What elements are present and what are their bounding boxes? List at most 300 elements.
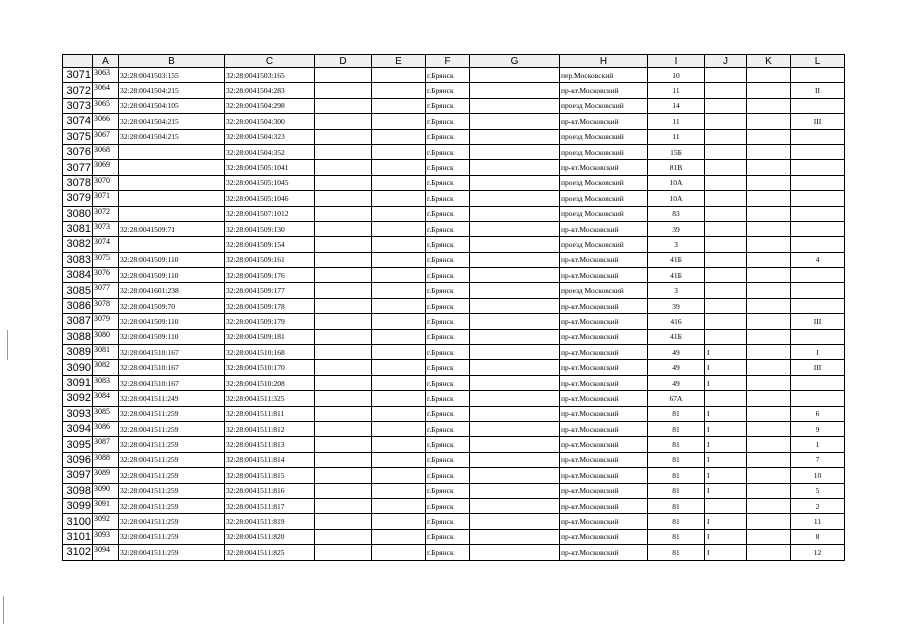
cell-g[interactable] [470, 498, 560, 513]
cell-a[interactable]: 3081 [93, 345, 119, 360]
cell-j[interactable]: I [705, 529, 747, 544]
cell-d[interactable] [315, 114, 372, 129]
cell-l[interactable]: 4 [791, 252, 845, 267]
cell-k[interactable] [747, 483, 791, 498]
cell-g[interactable] [470, 221, 560, 236]
cell-h[interactable]: пр-кт.Московский [560, 345, 648, 360]
cell-a[interactable]: 3075 [93, 252, 119, 267]
cell-l[interactable] [791, 391, 845, 406]
cell-l[interactable]: 6 [791, 406, 845, 421]
cell-k[interactable] [747, 437, 791, 452]
cell-f[interactable]: г.Брянск [426, 83, 470, 98]
cell-e[interactable] [372, 283, 426, 298]
row-number[interactable]: 3075 [63, 129, 93, 144]
cell-f[interactable]: г.Брянск [426, 452, 470, 467]
cell-k[interactable] [747, 175, 791, 190]
cell-e[interactable] [372, 545, 426, 560]
cell-d[interactable] [315, 68, 372, 83]
cell-a[interactable]: 3091 [93, 498, 119, 513]
cell-i[interactable]: 81 [648, 437, 705, 452]
cell-d[interactable] [315, 237, 372, 252]
cell-b[interactable] [119, 175, 225, 190]
cell-c[interactable]: 32:28:0041509:177 [225, 283, 315, 298]
cell-h[interactable]: пр-кт.Московский [560, 514, 648, 529]
cell-c[interactable]: 32:28:0041509:179 [225, 314, 315, 329]
cell-k[interactable] [747, 375, 791, 390]
cell-h[interactable]: пр-кт.Московский [560, 298, 648, 313]
cell-c[interactable]: 32:28:0041511:813 [225, 437, 315, 452]
cell-j[interactable] [705, 391, 747, 406]
column-header-i[interactable]: I [648, 55, 705, 68]
cell-a[interactable]: 3079 [93, 314, 119, 329]
cell-g[interactable] [470, 160, 560, 175]
cell-c[interactable]: 32:28:0041511:811 [225, 406, 315, 421]
cell-b[interactable] [119, 160, 225, 175]
cell-b[interactable]: 32:28:0041511:259 [119, 483, 225, 498]
cell-g[interactable] [470, 468, 560, 483]
cell-f[interactable]: г.Брянск [426, 514, 470, 529]
cell-a[interactable]: 3084 [93, 391, 119, 406]
row-number[interactable]: 3098 [63, 483, 93, 498]
cell-b[interactable]: 32:28:0041601:238 [119, 283, 225, 298]
cell-g[interactable] [470, 175, 560, 190]
cell-k[interactable] [747, 221, 791, 236]
cell-i[interactable]: 11 [648, 83, 705, 98]
cell-d[interactable] [315, 468, 372, 483]
cell-l[interactable]: 2 [791, 498, 845, 513]
cell-d[interactable] [315, 206, 372, 221]
cell-g[interactable] [470, 83, 560, 98]
cell-d[interactable] [315, 421, 372, 436]
cell-a[interactable]: 3094 [93, 545, 119, 560]
cell-a[interactable]: 3070 [93, 175, 119, 190]
cell-h[interactable]: пр-кт.Московский [560, 391, 648, 406]
cell-b[interactable]: 32:28:0041511:259 [119, 514, 225, 529]
cell-e[interactable] [372, 452, 426, 467]
cell-f[interactable]: г.Брянск [426, 314, 470, 329]
cell-d[interactable] [315, 314, 372, 329]
cell-d[interactable] [315, 298, 372, 313]
cell-b[interactable] [119, 191, 225, 206]
cell-b[interactable]: 32:28:0041510:167 [119, 360, 225, 375]
cell-d[interactable] [315, 545, 372, 560]
cell-k[interactable] [747, 498, 791, 513]
cell-g[interactable] [470, 391, 560, 406]
cell-j[interactable] [705, 283, 747, 298]
cell-g[interactable] [470, 191, 560, 206]
cell-l[interactable] [791, 68, 845, 83]
cell-j[interactable] [705, 160, 747, 175]
cell-c[interactable]: 32:28:0041511:325 [225, 391, 315, 406]
cell-d[interactable] [315, 98, 372, 113]
cell-j[interactable] [705, 221, 747, 236]
cell-g[interactable] [470, 68, 560, 83]
cell-i[interactable]: 81 [648, 529, 705, 544]
cell-h[interactable]: проезд Московский [560, 283, 648, 298]
cell-g[interactable] [470, 452, 560, 467]
cell-h[interactable]: пр-кт.Московский [560, 360, 648, 375]
cell-d[interactable] [315, 268, 372, 283]
cell-i[interactable]: 10А [648, 191, 705, 206]
cell-a[interactable]: 3064 [93, 83, 119, 98]
cell-h[interactable]: пр-кт.Московский [560, 452, 648, 467]
cell-d[interactable] [315, 221, 372, 236]
cell-a[interactable]: 3072 [93, 206, 119, 221]
row-number[interactable]: 3102 [63, 545, 93, 560]
cell-e[interactable] [372, 483, 426, 498]
cell-k[interactable] [747, 114, 791, 129]
cell-f[interactable]: г.Брянск [426, 360, 470, 375]
cell-j[interactable] [705, 252, 747, 267]
cell-f[interactable]: г.Брянск [426, 206, 470, 221]
cell-j[interactable]: I [705, 545, 747, 560]
cell-e[interactable] [372, 360, 426, 375]
cell-l[interactable] [791, 283, 845, 298]
cell-a[interactable]: 3082 [93, 360, 119, 375]
cell-i[interactable]: 81 [648, 452, 705, 467]
cell-h[interactable]: пр-кт.Московский [560, 421, 648, 436]
cell-h[interactable]: проезд Московский [560, 237, 648, 252]
cell-b[interactable]: 32:28:0041509:110 [119, 268, 225, 283]
cell-h[interactable]: пр-кт.Московский [560, 529, 648, 544]
cell-e[interactable] [372, 345, 426, 360]
cell-j[interactable] [705, 68, 747, 83]
cell-a[interactable]: 3086 [93, 421, 119, 436]
row-number[interactable]: 3091 [63, 375, 93, 390]
row-number[interactable]: 3072 [63, 83, 93, 98]
cell-a[interactable]: 3074 [93, 237, 119, 252]
cell-e[interactable] [372, 375, 426, 390]
cell-l[interactable]: 12 [791, 545, 845, 560]
cell-a[interactable]: 3088 [93, 452, 119, 467]
cell-f[interactable]: г.Брянск [426, 129, 470, 144]
cell-c[interactable]: 32:28:0041509:161 [225, 252, 315, 267]
cell-c[interactable]: 32:28:0041505:1045 [225, 175, 315, 190]
cell-g[interactable] [470, 329, 560, 344]
cell-i[interactable]: 49 [648, 345, 705, 360]
cell-j[interactable] [705, 114, 747, 129]
cell-g[interactable] [470, 437, 560, 452]
cell-k[interactable] [747, 268, 791, 283]
cell-k[interactable] [747, 345, 791, 360]
cell-l[interactable] [791, 160, 845, 175]
cell-j[interactable] [705, 98, 747, 113]
cell-i[interactable]: 81 [648, 483, 705, 498]
row-number[interactable]: 3084 [63, 268, 93, 283]
cell-k[interactable] [747, 160, 791, 175]
cell-c[interactable]: 32:28:0041511:812 [225, 421, 315, 436]
cell-h[interactable]: пр-кт.Московский [560, 268, 648, 283]
cell-k[interactable] [747, 191, 791, 206]
column-header-b[interactable]: B [119, 55, 225, 68]
cell-h[interactable]: пер.Московский [560, 68, 648, 83]
cell-a[interactable]: 3083 [93, 375, 119, 390]
cell-f[interactable]: г.Брянск [426, 68, 470, 83]
cell-i[interactable]: 81 [648, 421, 705, 436]
cell-a[interactable]: 3068 [93, 144, 119, 159]
cell-k[interactable] [747, 452, 791, 467]
cell-h[interactable]: проезд Московский [560, 191, 648, 206]
cell-c[interactable]: 32:28:0041510:168 [225, 345, 315, 360]
cell-e[interactable] [372, 114, 426, 129]
cell-a[interactable]: 3085 [93, 406, 119, 421]
cell-g[interactable] [470, 375, 560, 390]
column-header-d[interactable]: D [315, 55, 372, 68]
cell-c[interactable]: 32:28:0041511:814 [225, 452, 315, 467]
cell-f[interactable]: г.Брянск [426, 345, 470, 360]
cell-j[interactable] [705, 144, 747, 159]
cell-b[interactable]: 32:28:0041503:155 [119, 68, 225, 83]
cell-h[interactable]: пр-кт.Московский [560, 221, 648, 236]
cell-c[interactable]: 32:28:0041511:815 [225, 468, 315, 483]
cell-e[interactable] [372, 98, 426, 113]
cell-i[interactable]: 67А [648, 391, 705, 406]
cell-j[interactable] [705, 268, 747, 283]
cell-g[interactable] [470, 314, 560, 329]
cell-e[interactable] [372, 514, 426, 529]
cell-i[interactable]: 81 [648, 514, 705, 529]
cell-f[interactable]: г.Брянск [426, 237, 470, 252]
row-number[interactable]: 3080 [63, 206, 93, 221]
cell-k[interactable] [747, 68, 791, 83]
cell-h[interactable]: пр-кт.Московский [560, 437, 648, 452]
cell-d[interactable] [315, 437, 372, 452]
cell-e[interactable] [372, 298, 426, 313]
cell-j[interactable] [705, 175, 747, 190]
cell-k[interactable] [747, 98, 791, 113]
cell-k[interactable] [747, 391, 791, 406]
cell-b[interactable]: 32:28:0041510:167 [119, 345, 225, 360]
cell-j[interactable]: I [705, 360, 747, 375]
cell-k[interactable] [747, 406, 791, 421]
cell-i[interactable]: 81В [648, 160, 705, 175]
cell-i[interactable]: 39 [648, 298, 705, 313]
cell-c[interactable]: 32:28:0041511:820 [225, 529, 315, 544]
cell-f[interactable]: г.Брянск [426, 483, 470, 498]
cell-b[interactable]: 32:28:0041511:259 [119, 452, 225, 467]
cell-f[interactable]: г.Брянск [426, 160, 470, 175]
cell-b[interactable]: 32:28:0041511:249 [119, 391, 225, 406]
corner-cell[interactable] [63, 55, 93, 68]
cell-g[interactable] [470, 252, 560, 267]
row-number[interactable]: 3087 [63, 314, 93, 329]
cell-l[interactable]: II [791, 83, 845, 98]
cell-e[interactable] [372, 83, 426, 98]
cell-b[interactable]: 32:28:0041509:71 [119, 221, 225, 236]
cell-g[interactable] [470, 406, 560, 421]
row-number[interactable]: 3099 [63, 498, 93, 513]
cell-a[interactable]: 3067 [93, 129, 119, 144]
column-header-f[interactable]: F [426, 55, 470, 68]
cell-l[interactable]: 10 [791, 468, 845, 483]
cell-k[interactable] [747, 252, 791, 267]
cell-h[interactable]: пр-кт.Московский [560, 252, 648, 267]
row-number[interactable]: 3083 [63, 252, 93, 267]
cell-j[interactable] [705, 314, 747, 329]
cell-l[interactable] [791, 298, 845, 313]
cell-j[interactable] [705, 129, 747, 144]
row-number[interactable]: 3086 [63, 298, 93, 313]
cell-h[interactable]: пр-кт.Московский [560, 160, 648, 175]
row-number[interactable]: 3100 [63, 514, 93, 529]
cell-h[interactable]: проезд Московский [560, 129, 648, 144]
cell-f[interactable]: г.Брянск [426, 191, 470, 206]
cell-g[interactable] [470, 421, 560, 436]
cell-j[interactable]: I [705, 421, 747, 436]
cell-h[interactable]: пр-кт.Московский [560, 406, 648, 421]
cell-c[interactable]: 32:28:0041509:154 [225, 237, 315, 252]
cell-d[interactable] [315, 345, 372, 360]
cell-c[interactable]: 32:28:0041504:300 [225, 114, 315, 129]
cell-j[interactable]: I [705, 468, 747, 483]
cell-l[interactable] [791, 237, 845, 252]
cell-b[interactable]: 32:28:0041511:259 [119, 468, 225, 483]
cell-e[interactable] [372, 437, 426, 452]
cell-f[interactable]: г.Брянск [426, 329, 470, 344]
cell-g[interactable] [470, 268, 560, 283]
cell-k[interactable] [747, 298, 791, 313]
cell-i[interactable]: 41Б [648, 329, 705, 344]
cell-d[interactable] [315, 175, 372, 190]
cell-d[interactable] [315, 483, 372, 498]
cell-h[interactable]: пр-кт.Московский [560, 468, 648, 483]
cell-e[interactable] [372, 191, 426, 206]
cell-j[interactable]: I [705, 514, 747, 529]
cell-j[interactable] [705, 191, 747, 206]
cell-b[interactable]: 32:28:0041504:215 [119, 114, 225, 129]
cell-b[interactable]: 32:28:0041504:215 [119, 83, 225, 98]
cell-l[interactable]: 11 [791, 514, 845, 529]
cell-l[interactable] [791, 175, 845, 190]
cell-f[interactable]: г.Брянск [426, 391, 470, 406]
cell-l[interactable] [791, 191, 845, 206]
cell-j[interactable]: I [705, 483, 747, 498]
column-header-g[interactable]: G [470, 55, 560, 68]
cell-b[interactable]: 32:28:0041509:70 [119, 298, 225, 313]
cell-g[interactable] [470, 206, 560, 221]
cell-i[interactable]: 83 [648, 206, 705, 221]
cell-i[interactable]: 81 [648, 498, 705, 513]
cell-i[interactable]: 10 [648, 68, 705, 83]
row-number[interactable]: 3092 [63, 391, 93, 406]
cell-h[interactable]: пр-кт.Московский [560, 375, 648, 390]
cell-d[interactable] [315, 83, 372, 98]
cell-k[interactable] [747, 360, 791, 375]
row-number[interactable]: 3094 [63, 421, 93, 436]
cell-f[interactable]: г.Брянск [426, 498, 470, 513]
cell-k[interactable] [747, 468, 791, 483]
cell-e[interactable] [372, 314, 426, 329]
cell-g[interactable] [470, 98, 560, 113]
cell-k[interactable] [747, 237, 791, 252]
cell-a[interactable]: 3065 [93, 98, 119, 113]
cell-e[interactable] [372, 468, 426, 483]
cell-d[interactable] [315, 391, 372, 406]
cell-i[interactable]: 3 [648, 283, 705, 298]
cell-i[interactable]: 41Б [648, 252, 705, 267]
cell-a[interactable]: 3077 [93, 283, 119, 298]
cell-k[interactable] [747, 83, 791, 98]
cell-j[interactable]: I [705, 452, 747, 467]
row-number[interactable]: 3073 [63, 98, 93, 113]
cell-c[interactable]: 32:28:0041510:170 [225, 360, 315, 375]
cell-f[interactable]: г.Брянск [426, 268, 470, 283]
cell-a[interactable]: 3066 [93, 114, 119, 129]
column-header-k[interactable]: K [747, 55, 791, 68]
cell-c[interactable]: 32:28:0041511:817 [225, 498, 315, 513]
cell-b[interactable] [119, 206, 225, 221]
column-header-l[interactable]: L [791, 55, 845, 68]
cell-e[interactable] [372, 144, 426, 159]
cell-b[interactable]: 32:28:0041509:110 [119, 252, 225, 267]
cell-d[interactable] [315, 252, 372, 267]
cell-d[interactable] [315, 529, 372, 544]
cell-d[interactable] [315, 360, 372, 375]
cell-g[interactable] [470, 360, 560, 375]
cell-h[interactable]: проезд Московский [560, 175, 648, 190]
cell-e[interactable] [372, 421, 426, 436]
cell-f[interactable]: г.Брянск [426, 545, 470, 560]
cell-f[interactable]: г.Брянск [426, 98, 470, 113]
row-number[interactable]: 3077 [63, 160, 93, 175]
cell-c[interactable]: 32:28:0041509:130 [225, 221, 315, 236]
cell-c[interactable]: 32:28:0041509:176 [225, 268, 315, 283]
cell-d[interactable] [315, 514, 372, 529]
cell-l[interactable] [791, 129, 845, 144]
cell-f[interactable]: г.Брянск [426, 375, 470, 390]
cell-e[interactable] [372, 206, 426, 221]
cell-i[interactable]: 41Б [648, 268, 705, 283]
cell-c[interactable]: 32:28:0041503:165 [225, 68, 315, 83]
cell-c[interactable]: 32:28:0041509:181 [225, 329, 315, 344]
cell-c[interactable]: 32:28:0041504:298 [225, 98, 315, 113]
cell-b[interactable]: 32:28:0041504:105 [119, 98, 225, 113]
cell-c[interactable]: 32:28:0041511:825 [225, 545, 315, 560]
cell-l[interactable] [791, 329, 845, 344]
cell-g[interactable] [470, 345, 560, 360]
cell-k[interactable] [747, 314, 791, 329]
cell-h[interactable]: пр-кт.Московский [560, 314, 648, 329]
cell-d[interactable] [315, 498, 372, 513]
cell-b[interactable]: 32:28:0041511:259 [119, 529, 225, 544]
cell-f[interactable]: г.Брянск [426, 252, 470, 267]
cell-c[interactable]: 32:28:0041511:819 [225, 514, 315, 529]
cell-g[interactable] [470, 129, 560, 144]
cell-e[interactable] [372, 221, 426, 236]
cell-l[interactable]: 7 [791, 452, 845, 467]
row-number[interactable]: 3090 [63, 360, 93, 375]
cell-l[interactable] [791, 375, 845, 390]
cell-g[interactable] [470, 237, 560, 252]
row-number[interactable]: 3074 [63, 114, 93, 129]
column-header-e[interactable]: E [372, 55, 426, 68]
cell-h[interactable]: пр-кт.Московский [560, 545, 648, 560]
cell-b[interactable]: 32:28:0041511:259 [119, 437, 225, 452]
cell-k[interactable] [747, 206, 791, 221]
cell-k[interactable] [747, 421, 791, 436]
cell-l[interactable] [791, 144, 845, 159]
cell-f[interactable]: г.Брянск [426, 298, 470, 313]
cell-i[interactable]: 39 [648, 221, 705, 236]
cell-a[interactable]: 3078 [93, 298, 119, 313]
cell-e[interactable] [372, 160, 426, 175]
cell-k[interactable] [747, 283, 791, 298]
cell-j[interactable] [705, 206, 747, 221]
cell-d[interactable] [315, 283, 372, 298]
cell-h[interactable]: пр-кт.Московский [560, 483, 648, 498]
column-header-c[interactable]: C [225, 55, 315, 68]
cell-d[interactable] [315, 129, 372, 144]
